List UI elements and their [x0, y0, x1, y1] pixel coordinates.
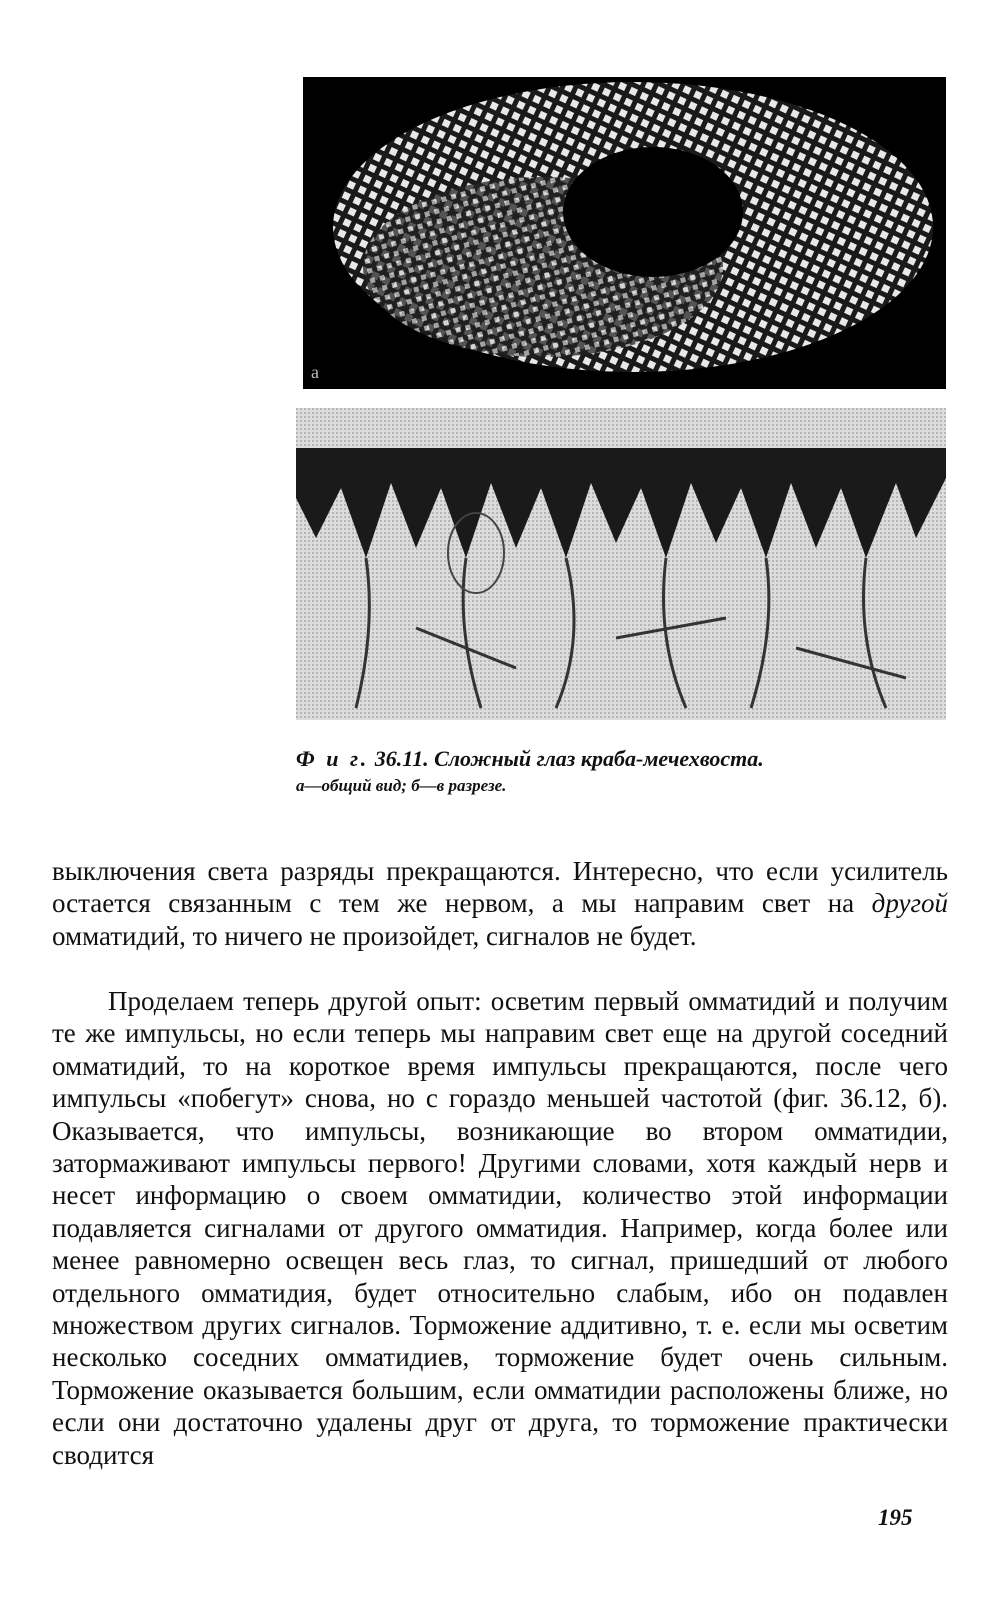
caption-number: 36.11. — [374, 746, 429, 771]
caption-fig-label: Ф и г. — [296, 746, 370, 771]
figure-photo-compound-eye — [303, 77, 946, 389]
figure-photo-eye-section — [296, 408, 946, 720]
eye-section-photo — [296, 408, 946, 720]
figure-caption — [296, 744, 946, 798]
caption-title: Сложный глаз краба-мечехвоста. — [434, 746, 764, 771]
paragraph-1 — [52, 855, 948, 952]
paragraph-1-emphasis: другой — [871, 888, 948, 919]
page-number: 195 — [878, 1505, 913, 1530]
paragraph-1-part-a: выключения света разряды прекращаются. Интересно, что если усилитель остается связанным с тем же нервом, а мы направим свет на — [52, 856, 948, 919]
caption-subtitle: а—общий вид; б—в разрезе. — [296, 776, 507, 795]
paragraph-2: Проделаем теперь другой опыт: осветим первый омматидий и получим те же импульсы, но если теперь мы направим свет еще на другой соседний омматидий, то на короткое время импульсы прекращаются, после чего импульсы «побегут» снова, но с гораздо меньшей частотой (фиг. 36.12, б). Оказывается, что импульсы, возникающие во втором омматидии, затормаживают импульсы первого! Другими словами, хотя каждый нерв и несет информацию о своем омматидии, количество этой информации подавляется сигналами от другого омматидия. Например, когда более или менее равномерно освещен весь глаз, то сигнал, пришедший от любого отдельного омматидия, будет относительно слабым, ибо он подавлен множеством других сигналов. Торможение аддитивно, т. е. если мы осветим несколько соседних омматидиев, торможение будет очень сильным. Торможение оказывается большим, если омматидии расположены ближе, но если они достаточно удалены друг от друга, то торможение практически сводится — [52, 986, 948, 1470]
panel-a-label: а — [311, 362, 319, 382]
compound-eye-photo — [303, 77, 946, 389]
paragraph-1-part-b: омматидий, то ничего не произойдет, сигналов не будет. — [52, 920, 697, 951]
